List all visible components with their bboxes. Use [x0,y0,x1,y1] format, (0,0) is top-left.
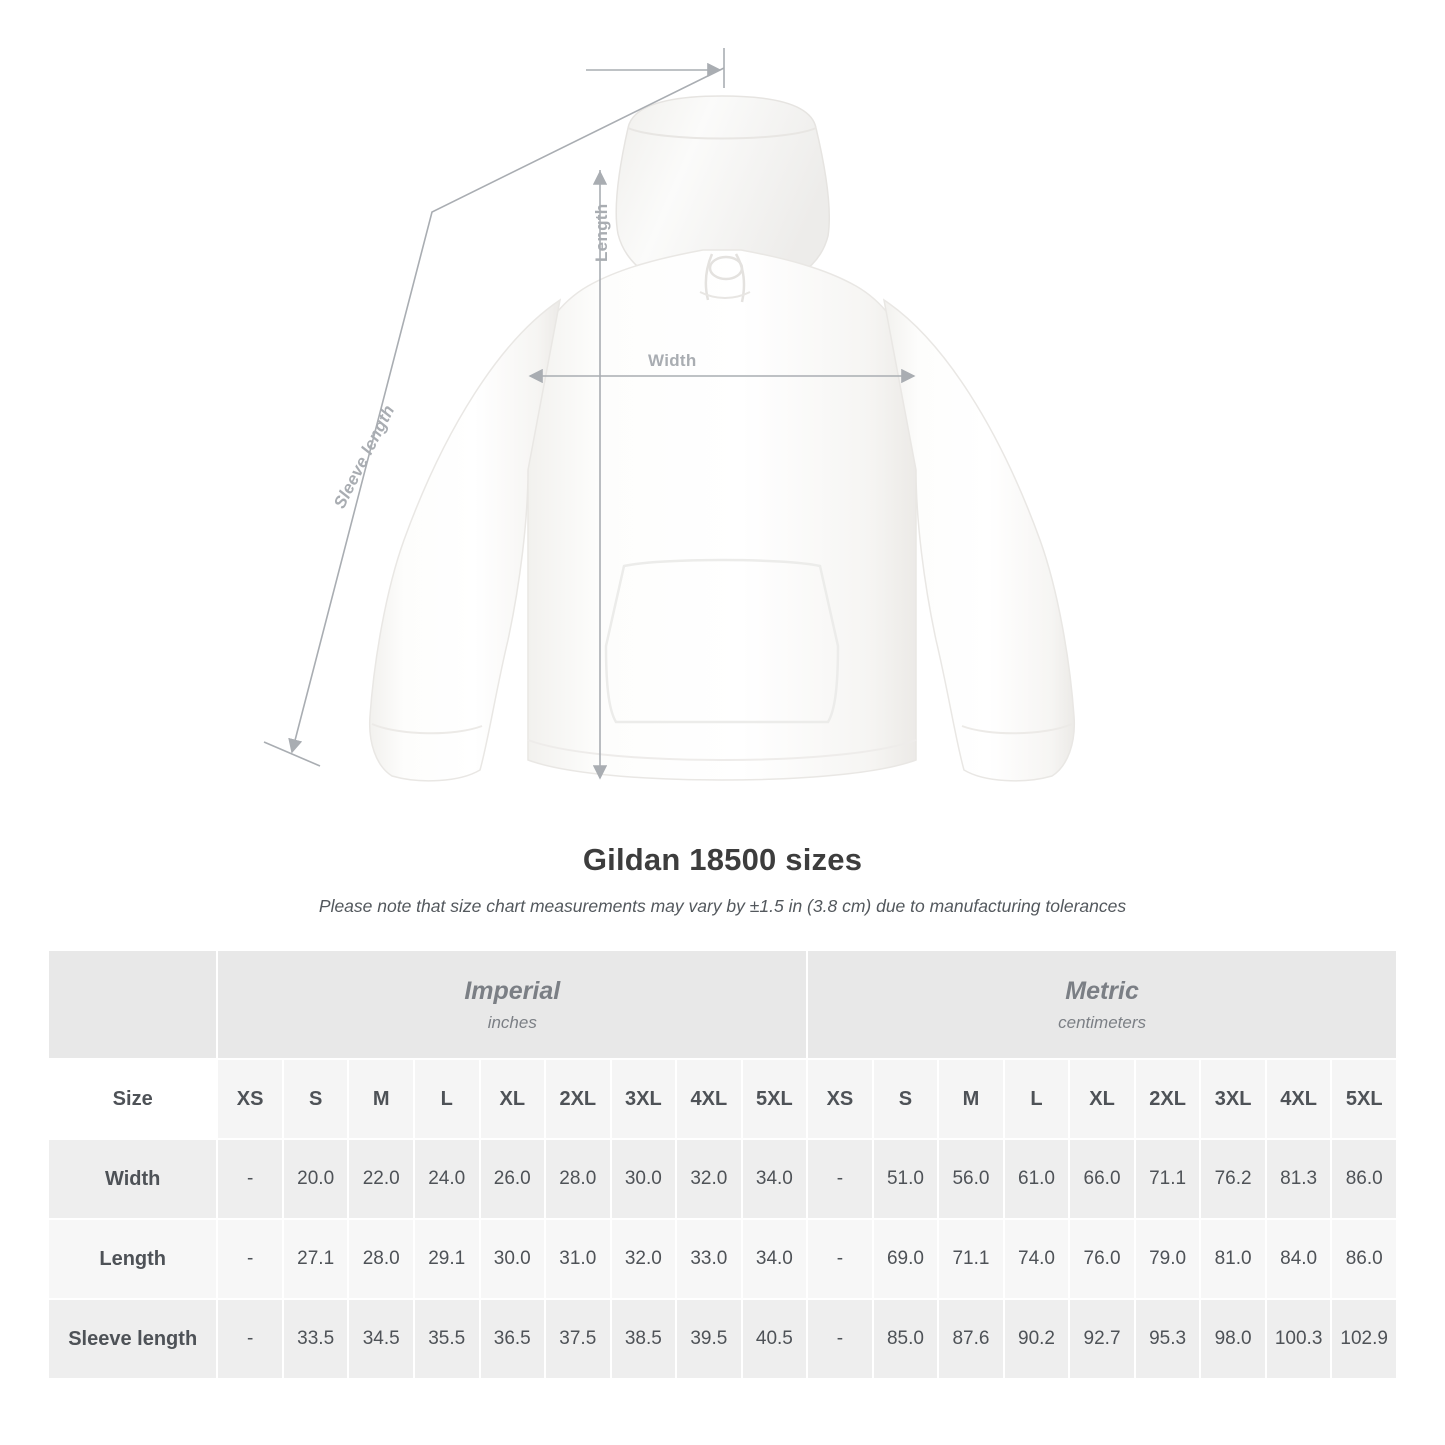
size-col-metric-5xl: 5XL [1331,1059,1397,1139]
unit-metric-name: Metric [1065,976,1139,1005]
table-row [48,1219,1397,1299]
cell-width-metric-2xl: 71.1 [1135,1139,1201,1219]
size-col-imperial-5xl: 5XL [742,1059,808,1139]
size-col-metric-m: M [938,1059,1004,1139]
cell-sleeve-imperial-xs: - [217,1299,283,1379]
width-label: Width [648,351,697,370]
size-col-imperial-4xl: 4XL [676,1059,742,1139]
cell-sleeve-metric-3xl: 98.0 [1200,1299,1266,1379]
cell-length-metric-m: 71.1 [938,1219,1004,1299]
cell-width-imperial-l: 24.0 [414,1139,480,1219]
size-col-metric-3xl: 3XL [1200,1059,1266,1139]
cell-length-imperial-3xl: 32.0 [611,1219,677,1299]
table-row [48,1299,1397,1379]
unit-imperial-sub: inches [487,1013,537,1033]
cell-sleeve-imperial-4xl: 39.5 [676,1299,742,1379]
cell-width-imperial-4xl: 32.0 [676,1139,742,1219]
cell-sleeve-metric-s: 85.0 [873,1299,939,1379]
size-col-imperial-l: L [414,1059,480,1139]
cell-length-imperial-5xl: 34.0 [742,1219,808,1299]
cell-width-metric-s: 51.0 [873,1139,939,1219]
size-table [47,949,1398,1380]
sleeve-length-label: Sleeve length [330,401,399,512]
cell-length-metric-xs: - [807,1219,873,1299]
cell-sleeve-imperial-s: 33.5 [283,1299,349,1379]
cell-length-imperial-4xl: 33.0 [676,1219,742,1299]
cell-length-metric-4xl: 84.0 [1266,1219,1332,1299]
size-col-metric-xs: XS [807,1059,873,1139]
size-col-metric-xl: XL [1069,1059,1135,1139]
size-header-cell: Size [48,1059,217,1139]
cell-length-metric-2xl: 79.0 [1135,1219,1201,1299]
cell-width-metric-xs: - [807,1139,873,1219]
tolerance-note: Please note that size chart measurements may vary by ±1.5 in (3.8 cm) due to manufacturing tolerances [318,896,1127,916]
cell-width-imperial-m: 22.0 [348,1139,414,1219]
cell-length-metric-xl: 76.0 [1069,1219,1135,1299]
cell-sleeve-imperial-xl: 36.5 [480,1299,546,1379]
table-row [48,1139,1397,1219]
cell-sleeve-imperial-3xl: 38.5 [611,1299,677,1379]
cell-length-metric-3xl: 81.0 [1200,1219,1266,1299]
cell-length-metric-5xl: 86.0 [1331,1219,1397,1299]
cell-length-imperial-xs: - [217,1219,283,1299]
cell-length-imperial-xl: 30.0 [480,1219,546,1299]
length-label: Length [592,203,611,262]
size-col-metric-2xl: 2XL [1135,1059,1201,1139]
cell-width-imperial-s: 20.0 [283,1139,349,1219]
cell-sleeve-imperial-5xl: 40.5 [742,1299,808,1379]
size-col-imperial-xl: XL [480,1059,546,1139]
unit-header-spacer [48,950,217,1059]
cell-sleeve-metric-l: 90.2 [1004,1299,1070,1379]
cell-width-metric-5xl: 86.0 [1331,1139,1397,1219]
cell-width-imperial-3xl: 30.0 [611,1139,677,1219]
unit-metric-sub: centimeters [1058,1013,1147,1033]
hoodie-garment [370,96,1075,781]
cell-sleeve-imperial-l: 35.5 [414,1299,480,1379]
size-col-metric-l: L [1004,1059,1070,1139]
cell-width-metric-4xl: 81.3 [1266,1139,1332,1219]
cell-length-imperial-s: 27.1 [283,1219,349,1299]
cell-width-metric-l: 61.0 [1004,1139,1070,1219]
cell-width-imperial-xs: - [217,1139,283,1219]
cell-width-imperial-xl: 26.0 [480,1139,546,1219]
row-label-sleeve-length: Sleeve length [48,1299,217,1379]
size-col-imperial-s: S [283,1059,349,1139]
cell-width-metric-3xl: 76.2 [1200,1139,1266,1219]
size-header-row [48,1059,1397,1139]
row-label-length: Length [48,1219,217,1299]
cell-length-imperial-m: 28.0 [348,1219,414,1299]
cell-width-imperial-2xl: 28.0 [545,1139,611,1219]
size-col-imperial-m: M [348,1059,414,1139]
cell-sleeve-metric-xl: 92.7 [1069,1299,1135,1379]
cell-sleeve-metric-4xl: 100.3 [1266,1299,1332,1379]
size-table-wrapper [47,949,1398,1380]
unit-imperial-name: Imperial [464,976,561,1005]
size-col-imperial-3xl: 3XL [611,1059,677,1139]
page-title: Gildan 18500 sizes [582,842,863,877]
cell-width-metric-m: 56.0 [938,1139,1004,1219]
cell-length-imperial-l: 29.1 [414,1219,480,1299]
cell-width-imperial-5xl: 34.0 [742,1139,808,1219]
cell-length-metric-s: 69.0 [873,1219,939,1299]
unit-header-row [48,950,1397,1059]
cell-sleeve-metric-m: 87.6 [938,1299,1004,1379]
cell-width-metric-xl: 66.0 [1069,1139,1135,1219]
size-col-imperial-2xl: 2XL [545,1059,611,1139]
row-label-width: Width [48,1139,217,1219]
size-col-metric-s: S [873,1059,939,1139]
cell-length-metric-l: 74.0 [1004,1219,1070,1299]
cell-sleeve-metric-xs: - [807,1299,873,1379]
size-col-imperial-xs: XS [217,1059,283,1139]
title-block [0,842,1445,917]
cell-sleeve-metric-2xl: 95.3 [1135,1299,1201,1379]
cell-sleeve-metric-5xl: 102.9 [1331,1299,1397,1379]
cell-sleeve-imperial-2xl: 37.5 [545,1299,611,1379]
cell-length-imperial-2xl: 31.0 [545,1219,611,1299]
size-col-metric-4xl: 4XL [1266,1059,1332,1139]
cell-sleeve-imperial-m: 34.5 [348,1299,414,1379]
unit-header-imperial [217,950,807,1059]
unit-header-metric [807,950,1397,1059]
